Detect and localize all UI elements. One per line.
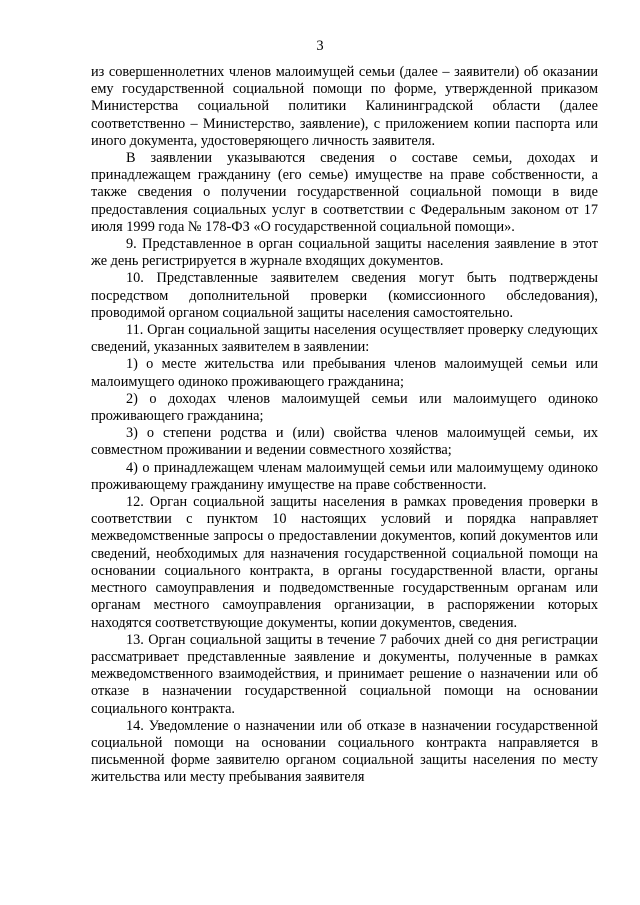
paragraph-item-12: 12. Орган социальной защиты населения в рамках проведения проверки в соответствии с пунктом 10 настоящих условий и порядка направляет межведомственные запросы о предоставлении документов, копий документов или сведений, необходимых для назначения государственной социальной помощи на основании социального контракта, в органы государственной власти, органы местного самоуправления и подведомственные государственным органам или органам местного самоуправления организации, в распоряжении которых находятся соответствующие документы, копии документов, сведения. — [91, 494, 598, 631]
page-number: 3 — [316, 38, 324, 54]
paragraph-subitem-2: 2) о доходах членов малоимущей семьи или малоимущего одиноко проживающего гражданина; — [91, 390, 598, 425]
paragraph-application-contents: В заявлении указываются сведения о составе семьи, доходах и принадлежащем гражданину (его семье) имуществе на праве собственности, а также сведения о получении государственной социальной помощи в виде предоставления социальных услуг в соответствии с Федеральным законом от 17 июля 1999 года № 178-ФЗ «О государственной социальной помощи». — [91, 150, 598, 235]
paragraph-continuation: из совершеннолетних членов малоимущей семьи (далее – заявители) об оказании ему государственной социальной помощи по форме, утвержденной приказом Министерства социальной политики Калининградской области (далее соответственно – Министерство, заявление), с приложением копии паспорта или иного документа, удостоверяющего личность заявителя. — [91, 64, 598, 149]
document-body — [91, 64, 598, 787]
paragraph-subitem-1: 1) о месте жительства или пребывания членов малоимущей семьи или малоимущего одиноко проживающего гражданина; — [91, 356, 598, 390]
paragraph-item-11: 11. Орган социальной защиты населения осуществляет проверку следующих сведений, указанных заявителем в заявлении: — [91, 322, 598, 356]
paragraph-subitem-4: 4) о принадлежащем членам малоимущей семьи или малоимущему одиноко проживающему гражданину имуществе на праве собственности. — [91, 459, 598, 493]
paragraph-subitem-3: 3) о степени родства и (или) свойства членов малоимущей семьи, их совместном проживании и ведении совместного хозяйства; — [91, 425, 598, 459]
paragraph-item-9: 9. Представленное в орган социальной защиты населения заявление в этот же день регистрируется в журнале входящих документов. — [91, 236, 598, 270]
paragraph-item-10: 10. Представленные заявителем сведения могут быть подтверждены посредством дополнительной проверки (комиссионного обследования), проводимой органом социальной защиты населения самостоятельно. — [91, 270, 598, 321]
paragraph-item-13: 13. Орган социальной защиты в течение 7 рабочих дней со дня регистрации рассматривает представленные заявление и документы, полученные в рамках межведомственного взаимодействия, и принимает решение о назначении или об отказе в назначении государственной социальной помощи на основании социального контракта. — [91, 631, 598, 717]
paragraph-item-14: 14. Уведомление о назначении или об отказе в назначении государственной социальной помощи на основании социального контракта направляется в письменной форме заявителю органом социальной защиты населения по месту жительства или месту пребывания заявителя — [91, 717, 598, 786]
